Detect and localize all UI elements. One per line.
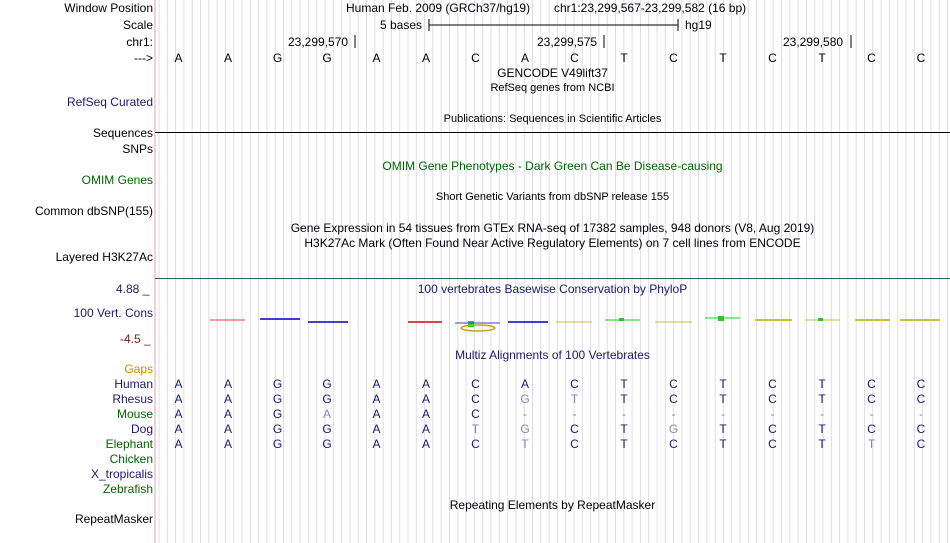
alignment-base: C [867,422,876,436]
alignment-base: T [818,422,826,436]
repeatmasker-track-label[interactable]: RepeatMasker [74,512,153,526]
alignment-base: A [520,377,529,391]
species-label-elephant[interactable]: Elephant [105,437,153,451]
alignment-base: T [719,422,727,436]
reference-base: C [867,51,876,65]
refseq-track-label[interactable]: RefSeq Curated [66,95,153,109]
species-label-rhesus[interactable]: Rhesus [112,392,153,406]
alignment-base: T [471,422,480,436]
reference-base: A [223,51,232,65]
sequences-track-label[interactable]: Sequences [92,126,153,140]
window-position-value: chr1:23,299,567-23,299,582 (16 bp) [554,1,747,15]
reference-base: A [174,51,183,65]
alignment-base: - [919,407,923,421]
strand-label: ---> [134,51,153,65]
alignment-base: C [768,377,777,391]
alignment-base: C [916,422,926,436]
omim-track-label[interactable]: OMIM Genes [81,173,153,187]
alignment-base: C [669,437,678,451]
alignment-base: G [272,407,283,421]
alignment-base: A [421,422,430,436]
alignment-base: G [272,392,283,406]
section-divider-1 [155,132,950,133]
alignment-base: C [570,377,579,391]
alignment-base: - [523,407,527,421]
alignment-base: C [768,392,777,406]
dbsnp-track-label[interactable]: Common dbSNP(155) [34,204,153,218]
alignment-base: C [916,377,926,391]
coord-label-2: 23,299,575 [537,35,598,49]
reference-base: G [322,51,332,65]
alignment-base: G [272,437,283,451]
gencode-track-title[interactable]: GENCODE V49lift37 [497,66,608,80]
h3k27-track-title[interactable]: H3K27Ac Mark (Often Found Near Active Regulatory Elements) on 7 cell lines from ENCODE [304,236,801,250]
conservation-track-title[interactable]: 100 vertebrates Basewise Conservation by PhyloP [417,282,688,296]
conservation-min-value: -4.5 _ [120,332,151,346]
gaps-track-label[interactable]: Gaps [124,362,153,376]
alignment-base: C [916,437,926,451]
alignment-base: G [322,422,332,436]
alignment-base: T [620,392,628,406]
dbsnp-track-title[interactable]: Short Genetic Variants from dbSNP release 155 [435,191,670,203]
alignment-base: G [520,422,530,436]
species-label-chicken[interactable]: Chicken [109,452,153,466]
alignment-base: C [471,437,480,451]
reference-base: A [421,51,430,65]
alignment-base: C [669,392,678,406]
alignment-base: - [622,407,626,421]
section-divider-2 [155,278,950,279]
species-label-x_tropicalis[interactable]: X_tropicalis [90,467,153,481]
alignment-base: C [471,407,480,421]
alignment-base: G [668,422,679,436]
alignment-base: C [570,422,579,436]
reference-base: C [669,51,678,65]
alignment-base: A [223,422,232,436]
refseq-track-subtitle[interactable]: RefSeq genes from NCBI [490,82,615,94]
alignment-base: G [322,437,332,451]
alignment-base: C [570,437,579,451]
conservation-track-label[interactable]: 100 Vert. Cons [73,306,153,320]
alignment-base: T [818,392,826,406]
alignment-base: G [322,392,332,406]
species-label-mouse[interactable]: Mouse [116,407,153,421]
scale-db: hg19 [685,18,712,32]
alignment-base: A [372,437,381,451]
species-label-human[interactable]: Human [114,377,153,391]
alignment-base: T [620,377,628,391]
alignment-base: T [570,392,579,406]
alignment-base: A [421,377,430,391]
alignment-base: C [867,392,876,406]
coord-ticks [0,34,950,50]
alignment-base: T [719,437,727,451]
alignment-base: C [916,392,926,406]
alignment-base: A [223,377,232,391]
alignment-base: A [322,407,331,421]
reference-base: T [818,51,826,65]
alignment-base: - [572,407,577,421]
alignment-base: A [421,407,430,421]
alignment-base: A [372,407,381,421]
alignment-base: A [372,422,381,436]
alignment-base: - [820,407,824,421]
alignment-base: C [471,377,480,391]
alignment-base: A [223,437,232,451]
alignment-base: T [620,437,628,451]
alignment-base: - [721,407,725,421]
alignment-base: A [174,407,183,421]
reference-base: T [719,51,727,65]
alignment-base: G [520,392,530,406]
alignment-base: - [671,407,676,421]
alignment-base: T [620,422,628,436]
chrom-label: chr1: [126,35,153,49]
alignment-base: A [223,392,232,406]
alignment-base: A [421,437,430,451]
reference-base: T [620,51,628,65]
omim-track-title[interactable]: OMIM Gene Phenotypes - Dark Green Can Be Disease-causing [382,159,723,173]
repeatmasker-track-title[interactable]: Repeating Elements by RepeatMasker [449,498,656,512]
gtex-track-title[interactable]: Gene Expression in 54 tissues from GTEx RNA-seq of 17382 samples, 948 donors (V8, Aug 2019) [290,221,815,235]
alignment-base: - [770,407,775,421]
alignment-base: C [867,377,876,391]
alignment-base: G [322,377,332,391]
alignment-base: - [869,407,874,421]
phylop-wiggle [0,312,950,334]
conservation-max-value: 4.88 _ [116,282,150,296]
alignment-base: A [174,437,183,451]
alignment-base: T [818,437,826,451]
snps-track-label[interactable]: SNPs [122,142,153,156]
alignment-base: C [768,437,777,451]
scale-bar [428,17,680,33]
coord-label-3: 23,299,580 [783,35,844,49]
alignment-base: T [521,437,529,451]
alignment-base: T [719,392,727,406]
species-label-dog[interactable]: Dog [130,422,153,436]
species-label-zebrafish[interactable]: Zebrafish [102,482,153,496]
reference-base: C [768,51,777,65]
alignment-base: T [719,377,727,391]
alignment-base: C [471,392,480,406]
h3k27-track-label[interactable]: Layered H3K27Ac [55,250,153,264]
alignment-base: A [223,407,232,421]
reference-base: A [372,51,381,65]
alignment-base: A [174,422,183,436]
alignment-base: G [272,422,283,436]
alignment-base: T [867,437,876,451]
coord-label-1: 23,299,570 [288,35,349,49]
alignment-base: C [669,377,678,391]
alignment-base: A [372,377,381,391]
alignment-base: A [174,377,183,391]
scale-label: Scale [122,18,153,32]
alignment-base: A [372,392,381,406]
alignment-base: C [768,422,777,436]
reference-base: C [916,51,926,65]
multiz-track-title[interactable]: Multiz Alignments of 100 Vertebrates [455,348,650,362]
alignment-base: A [174,392,183,406]
alignment-base: A [421,392,430,406]
publications-track-title[interactable]: Publications: Sequences in Scientific Articles [443,113,662,125]
scale-text: 5 bases [380,18,423,32]
reference-base: C [471,51,480,65]
window-position-label: Window Position [64,1,153,15]
alignment-base: G [272,377,283,391]
assembly-label: Human Feb. 2009 (GRCh37/hg19) [346,1,531,15]
reference-base: C [570,51,579,65]
reference-base: A [520,51,529,65]
reference-base: G [272,51,283,65]
alignment-base: T [818,377,826,391]
